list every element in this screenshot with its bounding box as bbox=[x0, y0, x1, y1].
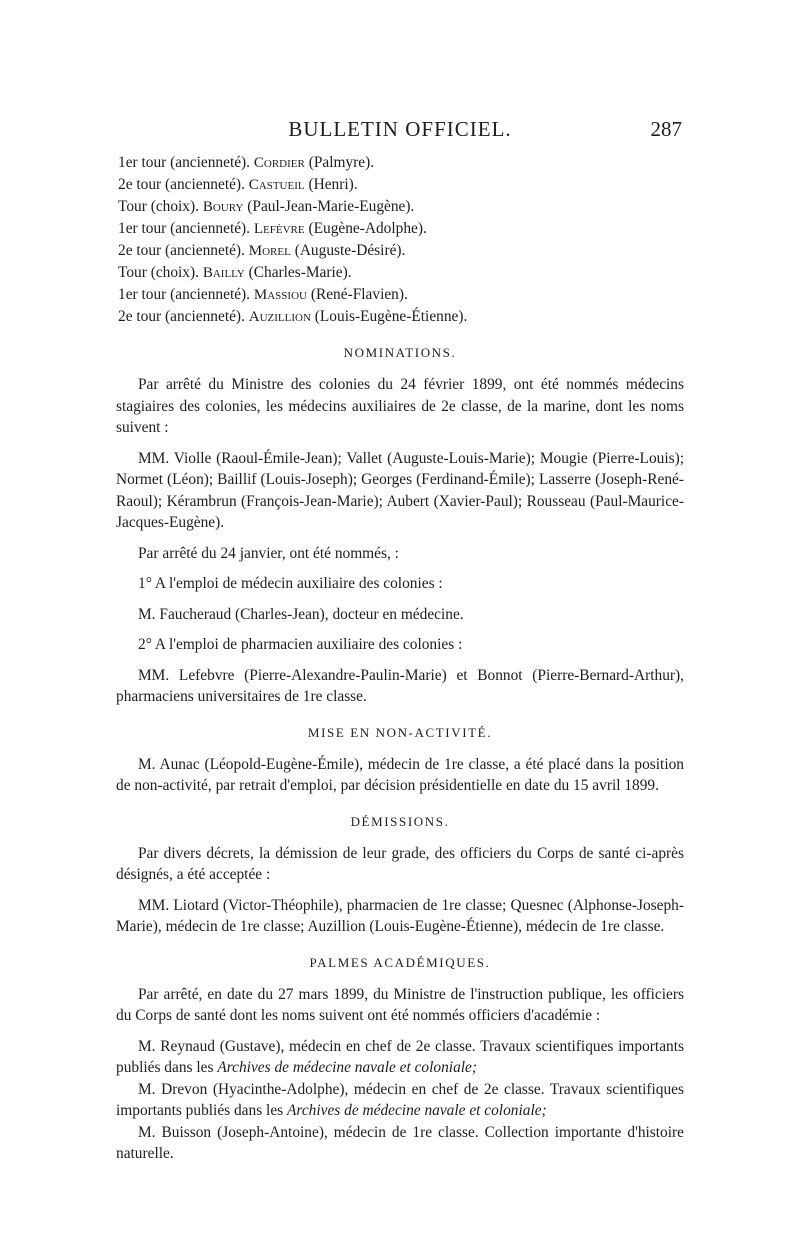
promotion-list bbox=[116, 152, 684, 328]
academic-palms-intro: Par arrêté, en date du 27 mars 1899, du Ministre de l'instruction publique, les officiers du Corps de santé dont les noms suivent ont été nommés officiers d'académie : bbox=[116, 985, 684, 1024]
page-body bbox=[116, 152, 684, 1165]
promotion-line: 1er tour (ancienneté). Cordier (Palmyre). bbox=[118, 154, 375, 171]
promotion-line: Tour (choix). Boury (Paul-Jean-Marie-Eugène). bbox=[118, 198, 415, 215]
section-heading-nominations: NOMINATIONS. bbox=[343, 345, 457, 360]
section-heading-academic-palms: PALMES ACADÉMIQUES. bbox=[309, 954, 491, 970]
promotion-line: 1er tour (ancienneté). Lefèvre (Eugène-Adolphe). bbox=[118, 220, 427, 237]
promotion-line: 2e tour (ancienneté). Auzillion (Louis-Eugène-Étienne). bbox=[118, 308, 468, 325]
section-heading-resignations: DÉMISSIONS. bbox=[350, 813, 450, 829]
journal-title: Archives de médecine navale et coloniale; bbox=[217, 1059, 477, 1076]
running-title: BULLETIN OFFICIEL. bbox=[288, 117, 512, 141]
nominations-item-1-person: M. Faucheraud (Charles-Jean), docteur en médecine. bbox=[138, 605, 464, 623]
academic-palms-entry: M. Buisson (Joseph-Antoine), médecin de 1re classe. Collection importante d'histoire naturelle. bbox=[116, 1123, 684, 1162]
page-number: 287 bbox=[650, 117, 682, 141]
academic-palms-entry: M. Drevon (Hyacinthe-Adolphe), médecin en chef de 2e classe. Travaux scientifiques importants publiés dans les Archives de médecine navale et coloniale; bbox=[116, 1080, 684, 1119]
nominations-list: MM. Violle (Raoul-Émile-Jean); Vallet (Auguste-Louis-Marie); Mougie (Pierre-Louis); Normet (Léon); Baillif (Louis-Joseph); Georges (Ferdinand-Émile); Lasserre (Joseph-René-Raoul); Kérambrun (François-Jean-Marie); Aubert (Xavier-Paul); Rousseau (Paul-Maurice-Jacques-Eugène). bbox=[116, 449, 684, 531]
nominations-item-2-persons: MM. Lefebvre (Pierre-Alexandre-Paulin-Marie) et Bonnot (Pierre-Bernard-Arthur), pharmaciens universitaires de 1re classe. bbox=[116, 666, 684, 705]
resignations-intro: Par divers décrets, la démission de leur grade, des officiers du Corps de santé ci-après désignés, a été acceptée : bbox=[116, 844, 684, 883]
non-activity-text: M. Aunac (Léopold-Eugène-Émile), médecin de 1re classe, a été placé dans la position de non-activité, par retrait d'emploi, par décision présidentielle en date du 15 avril 1899. bbox=[116, 755, 684, 794]
nominations-item-2: 2° A l'emploi de pharmacien auxiliaire des colonies : bbox=[138, 636, 463, 653]
nominations-intro: Par arrêté du Ministre des colonies du 24 février 1899, ont été nommés médecins stagiaires des colonies, les médecins auxiliaires de 2e classe, de la marine, dont les noms suivent : bbox=[116, 376, 684, 436]
resignations-list: MM. Liotard (Victor-Théophile), pharmacien de 1re classe; Quesnec (Alphonse-Joseph-Marie), médecin de 1re classe; Auzillion (Louis-Eugène-Étienne), médecin de 1re classe. bbox=[116, 896, 684, 935]
promotion-line: Tour (choix). Bailly (Charles-Marie). bbox=[118, 264, 352, 281]
section-heading-non-activity: MISE EN NON-ACTIVITÉ. bbox=[307, 724, 493, 740]
academic-palms-entry: M. Reynaud (Gustave), médecin en chef de 2e classe. Travaux scientifiques importants publiés dans les Archives de médecine navale et coloniale; bbox=[116, 1037, 684, 1076]
journal-title: Archives de médecine navale et coloniale; bbox=[287, 1102, 547, 1119]
promotion-line: 1er tour (ancienneté). Massiou (René-Flavien). bbox=[118, 286, 408, 303]
nominations-item-1: 1° A l'emploi de médecin auxiliaire des colonies : bbox=[138, 575, 443, 592]
page-header bbox=[0, 116, 800, 146]
nominations-second-intro: Par arrêté du 24 janvier, ont été nommés, : bbox=[138, 544, 399, 562]
promotion-line: 2e tour (ancienneté). Morel (Auguste-Désiré). bbox=[118, 242, 406, 259]
promotion-line: 2e tour (ancienneté). Castueil (Henri). bbox=[118, 176, 358, 193]
